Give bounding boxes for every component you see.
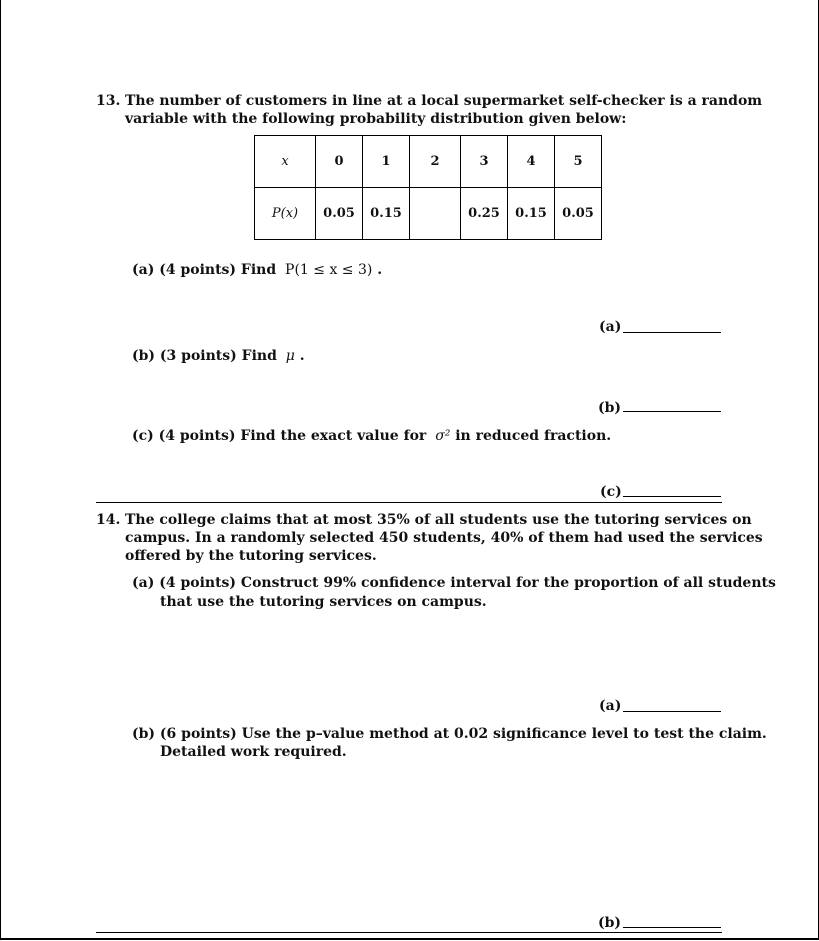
q13a [132, 261, 382, 279]
q13-stem-line1: The number of customers in line at a local supermarket self-checker is a random [125, 93, 763, 109]
p-header: P(x) [255, 188, 316, 240]
q13-number: 13. [96, 93, 121, 109]
q13c-end: in reduced fraction. [455, 428, 612, 444]
q13a-text: Find [240, 262, 277, 278]
q13b-math: μ [285, 348, 295, 364]
p-cell-blank [410, 188, 461, 240]
q13b [132, 347, 305, 365]
table-row-p [255, 188, 602, 240]
q14a-text: Construct 99% confidence interval for the proportion of all students [240, 575, 776, 591]
q14b-text: Use the p–value method at 0.02 significance level to test the claim. [241, 726, 767, 742]
answer-line-13a[interactable] [623, 332, 721, 333]
x-cell: 3 [461, 136, 508, 188]
q13-stem-line2: variable with the following probability distribution given below: [125, 111, 627, 127]
q13c [132, 427, 611, 445]
answer-line-13c[interactable] [623, 496, 721, 497]
p-cell: 0.15 [363, 188, 410, 240]
q13a-end: . [377, 262, 383, 278]
q14a-label: (a) [132, 575, 155, 591]
q14-stem-line2: campus. In a randomly selected 450 students, 40% of them had used the services [125, 530, 763, 546]
q13b-points: (3 points) [159, 348, 237, 364]
p-cell: 0.05 [555, 188, 602, 240]
answer-line-13b[interactable] [623, 411, 721, 412]
x-cell: 4 [508, 136, 555, 188]
q13b-end: . [299, 348, 305, 364]
answer-label-14a: (a) [599, 698, 622, 714]
bottom-divider [96, 932, 722, 933]
q14b-points: (6 points) [159, 726, 237, 742]
x-cell: 5 [555, 136, 602, 188]
q13b-label: (b) [132, 348, 156, 364]
q14a-line2: that use the tutoring services on campus. [160, 594, 487, 610]
q13a-math: P(1 ≤ x ≤ 3) [285, 262, 373, 278]
q14-stem-line3: offered by the tutoring services. [125, 548, 377, 564]
answer-line-14b[interactable] [623, 927, 721, 928]
p-cell: 0.15 [508, 188, 555, 240]
q14b-line1 [132, 725, 767, 743]
q14b-label: (b) [132, 726, 156, 742]
x-header: x [255, 136, 316, 188]
answer-label-13c: (c) [600, 484, 622, 500]
q14a-line1 [132, 574, 776, 592]
answer-label-13a: (a) [599, 319, 622, 335]
x-cell: 2 [410, 136, 461, 188]
x-cell: 0 [316, 136, 363, 188]
q14b-line2: Detailed work required. [160, 744, 347, 760]
section-divider [96, 502, 722, 503]
q13c-label: (c) [132, 428, 154, 444]
q13c-math: σ² [435, 428, 451, 444]
answer-label-14b: (b) [598, 915, 622, 931]
p-cell: 0.05 [316, 188, 363, 240]
q14-number: 14. [96, 512, 121, 528]
q13c-points: (4 points) [158, 428, 236, 444]
q13a-points: (4 points) [159, 262, 237, 278]
table-row-x [255, 136, 602, 188]
answer-label-13b: (b) [598, 400, 622, 416]
q14a-points: (4 points) [159, 575, 237, 591]
q13b-text: Find [241, 348, 277, 364]
q14-stem-line1: The college claims that at most 35% of all students use the tutoring services on [125, 512, 752, 528]
p-cell: 0.25 [461, 188, 508, 240]
x-cell: 1 [363, 136, 410, 188]
probability-table [254, 135, 602, 240]
answer-line-14a[interactable] [623, 711, 721, 712]
q13a-label: (a) [132, 262, 155, 278]
q13c-text: Find the exact value for [240, 428, 427, 444]
